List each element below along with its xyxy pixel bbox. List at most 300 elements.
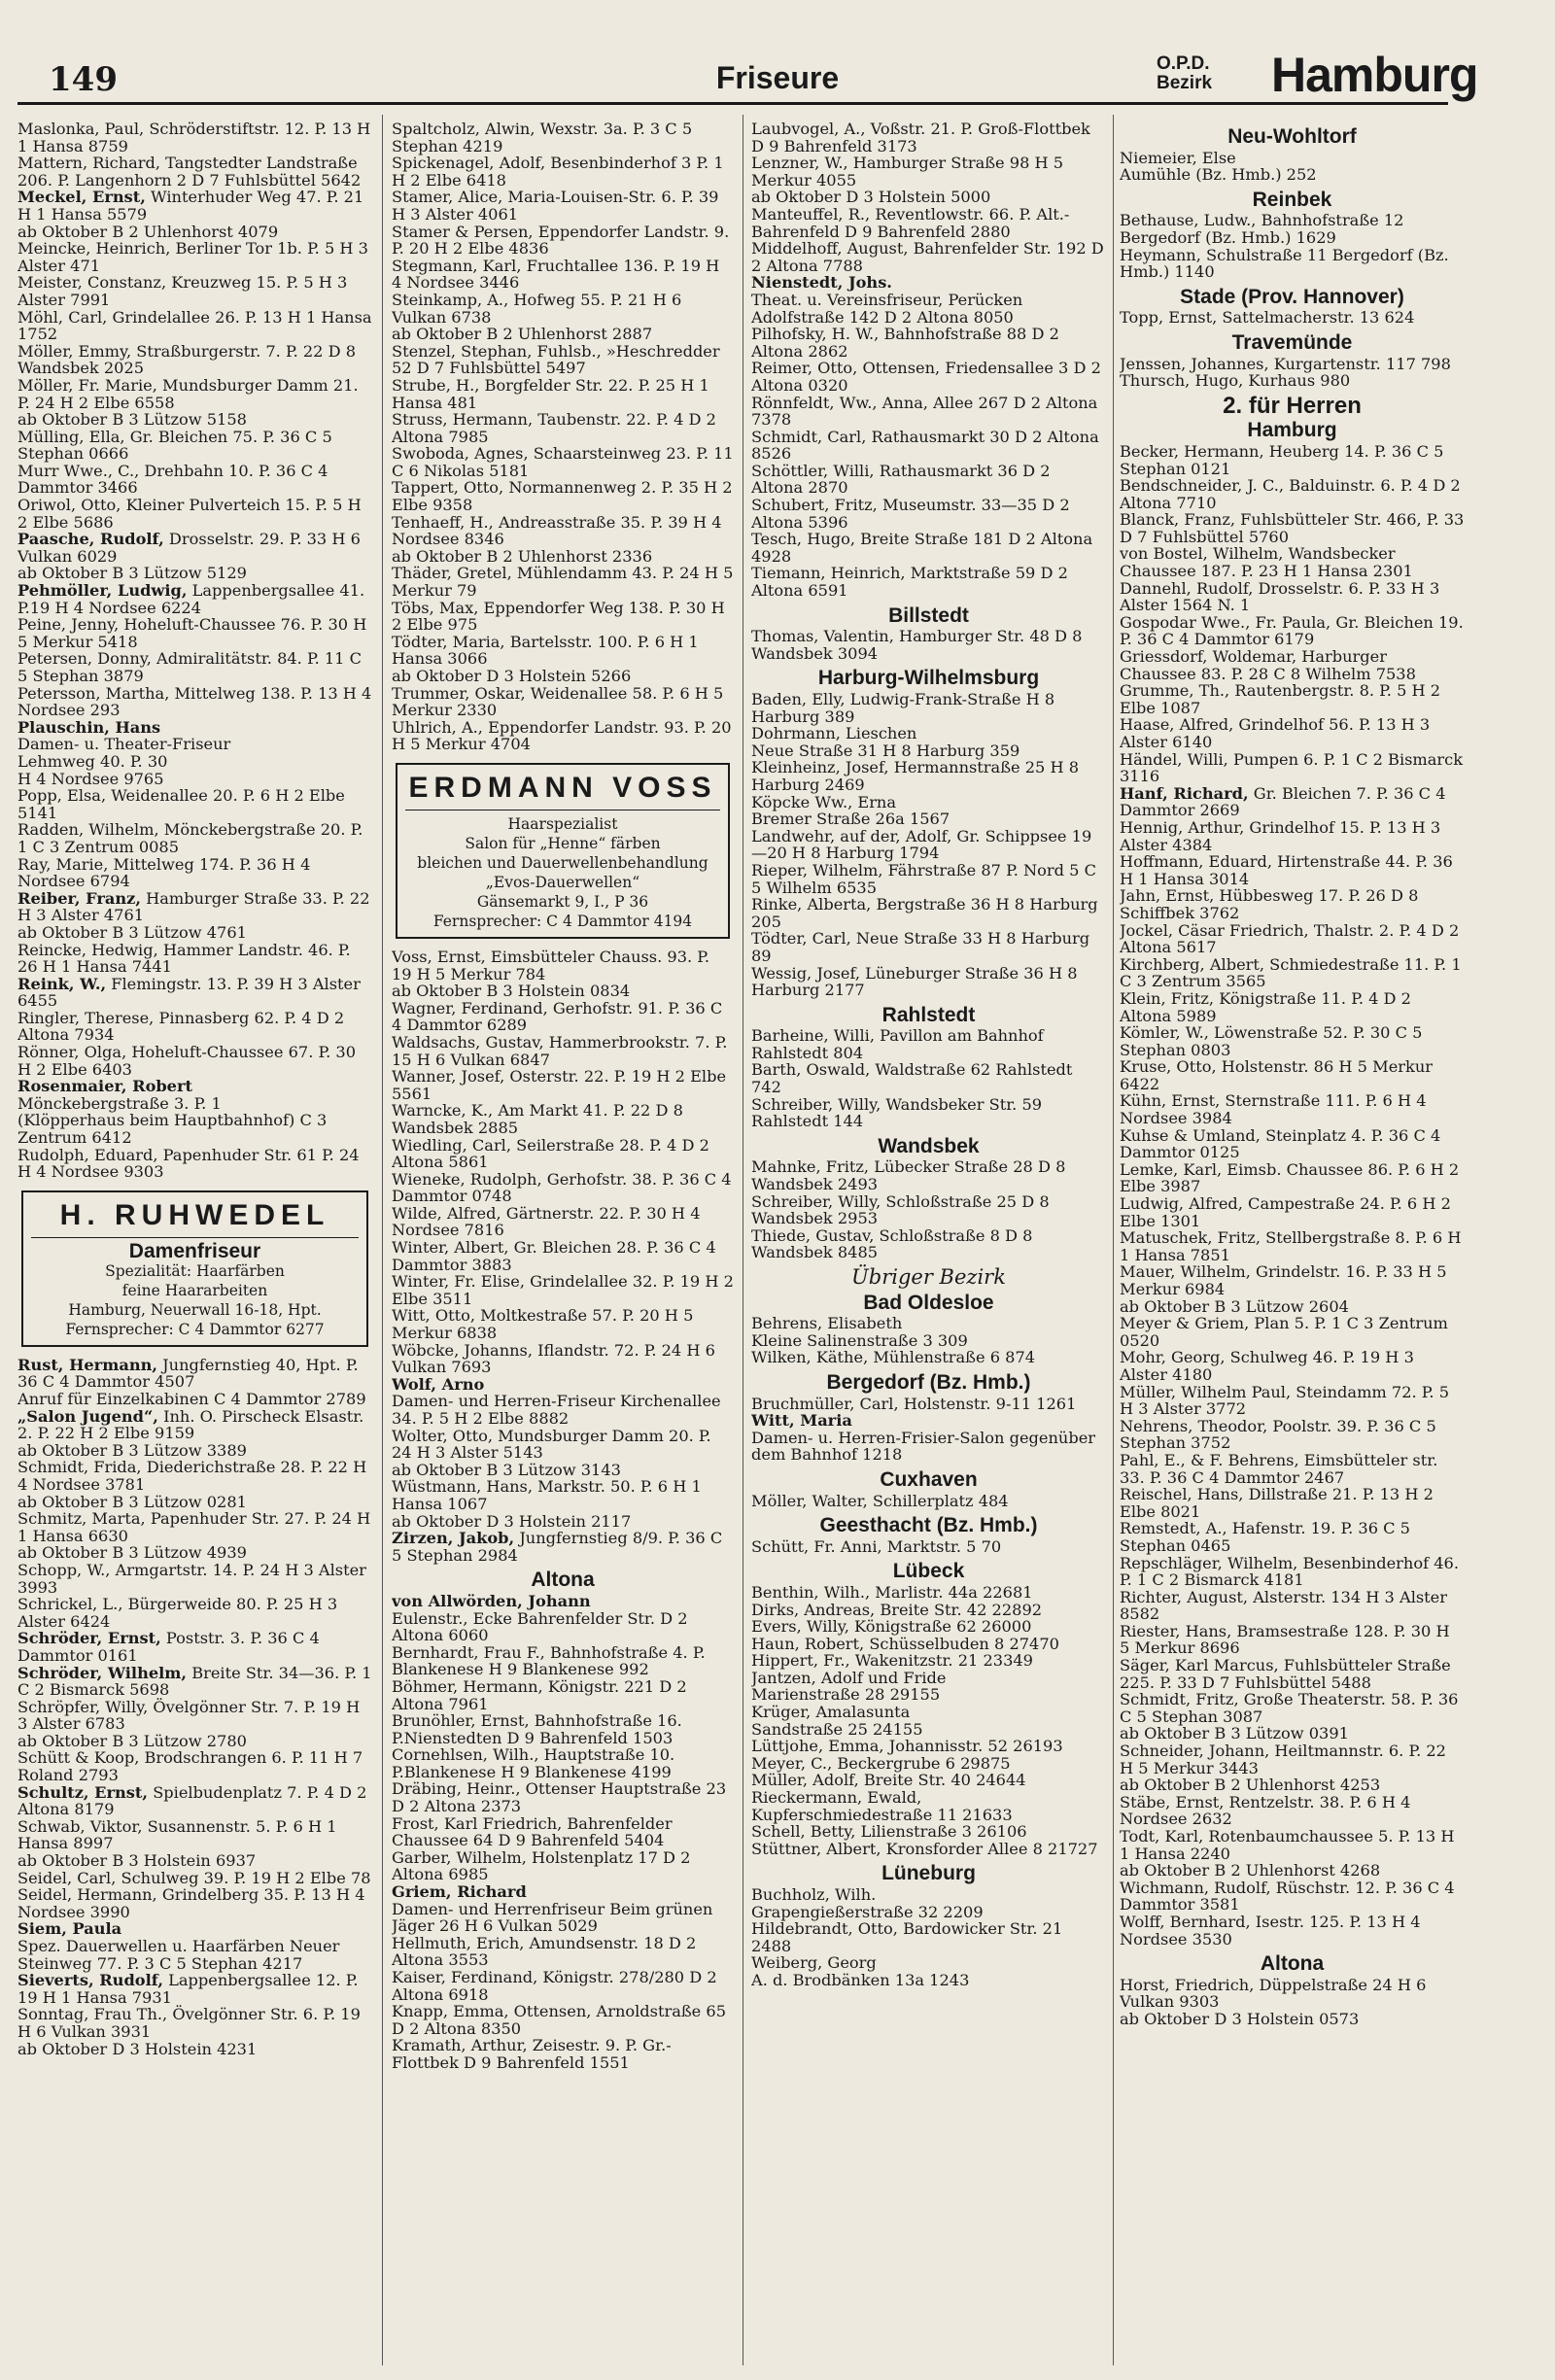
ad-line: Fernsprecher: C 4 Dammtor 4194 — [432, 912, 693, 930]
directory-entry — [1120, 443, 1465, 477]
directory-entry — [751, 1704, 1106, 1721]
directory-entry — [1120, 1862, 1465, 1880]
directory-entry — [1120, 922, 1465, 956]
entry-text: Cornehlsen, Wilh., Hauptstraße 10. P.Blankenese H 9 Blankenese 4199 — [392, 1745, 675, 1781]
directory-entry — [751, 1412, 1106, 1430]
entry-text: Garber, Wilhelm, Holstenplatz 17 D 2 Altona 6985 — [392, 1847, 691, 1884]
entry-text: Kleinheinz, Josef, Hermannstraße 25 H 8 Harburg 2469 — [751, 758, 1080, 794]
entry-text: Stegmann, Karl, Fruchtallee 136. P. 19 H 4 Nordsee 3446 — [392, 256, 720, 293]
directory-entry — [17, 771, 372, 788]
directory-entry — [1120, 1024, 1465, 1058]
directory-entry — [751, 240, 1106, 274]
entry-text: Jahn, Ernst, Hübbesweg 17. P. 26 D 8 Schiffbek 3762 — [1120, 886, 1419, 922]
entry-text: Drosselstr. 29. P. 33 H 6 Vulkan 6029 — [17, 530, 361, 566]
directory-entry — [17, 1510, 372, 1544]
entry-text: Ray, Marie, Mittelweg 174. P. 36 H 4 Nordsee 6794 — [17, 854, 311, 891]
entry-text: Wieneke, Rudolph, Gerhofstr. 38. P. 36 C 4 Dammtor 0748 — [392, 1169, 732, 1206]
directory-entry — [392, 1205, 734, 1239]
directory-entry — [392, 1342, 734, 1376]
entry-name: Reink, W., — [17, 974, 107, 993]
directory-entry — [17, 1494, 372, 1511]
entry-text: Strube, H., Borgfelder Str. 22. P. 25 H 1 Hansa 481 — [392, 375, 709, 412]
entry-name: von Allwörden, Johann — [392, 1591, 591, 1610]
entry-name: Schröder, Wilhelm, — [17, 1663, 188, 1682]
entry-text: Mohr, Georg, Schulweg 46. P. 19 H 3 Alster 4180 — [1120, 1348, 1414, 1384]
directory-entry — [17, 1357, 372, 1391]
directory-entry — [17, 719, 372, 737]
directory-entry — [751, 1193, 1106, 1227]
entry-text: Nehrens, Theodor, Poolstr. 39. P. 36 C 5 Stephan 3752 — [1120, 1416, 1436, 1453]
directory-entry — [1120, 1486, 1465, 1520]
entry-text: Barheine, Willi, Pavillon am Bahnhof Rahlstedt 804 — [751, 1026, 1044, 1062]
entry-text: Haun, Robert, Schüsselbuden 8 27470 — [751, 1634, 1059, 1653]
directory-entry — [751, 759, 1106, 793]
directory-entry — [751, 1738, 1106, 1755]
directory-entry — [17, 856, 372, 890]
directory-entry — [17, 1044, 372, 1078]
entry-text: Heymann, Schulstraße 11 Bergedorf (Bz. Hmb.) 1140 — [1120, 245, 1449, 282]
opd-line: O.P.D. — [1157, 53, 1210, 74]
ad-line: feine Haararbeiten — [121, 1281, 268, 1299]
directory-entry — [17, 685, 372, 719]
entry-text: Poststr. 3. P. 36 C 4 Dammtor 0161 — [17, 1629, 320, 1665]
directory-entry — [1120, 580, 1465, 614]
directory-entry — [1120, 1092, 1465, 1126]
directory-entry — [17, 1818, 372, 1852]
directory-entry — [1120, 1776, 1465, 1794]
entry-text: Laubvogel, A., Voßstr. 21. P. Groß-Flottbek D 9 Bahrenfeld 3173 — [751, 121, 1090, 155]
directory-entry — [1120, 648, 1465, 682]
entry-text: Stüttner, Albert, Kronsforder Allee 8 21727 — [751, 1839, 1098, 1858]
directory-entry — [17, 1699, 372, 1733]
entry-text: Barth, Oswald, Waldstraße 62 Rahlstedt 742 — [751, 1060, 1073, 1097]
entry-text: Winterhuder Weg 47. P. 21 H 1 Hansa 5579 — [17, 188, 364, 224]
directory-entry — [751, 1954, 1106, 1972]
directory-entry — [1120, 1298, 1465, 1316]
ad-line: Salon für „Henne“ färben — [465, 834, 661, 852]
entry-text: Rönnfeldt, Ww., Anna, Allee 267 D 2 Altona 7378 — [751, 393, 1098, 430]
entry-text: Thomas, Valentin, Hamburger Str. 48 D 8 Wandsbek 3094 — [751, 627, 1083, 663]
entry-text: Lappenbergsallee 12. P. 19 H 1 Hansa 7931 — [17, 1971, 359, 2007]
entry-text: Struss, Hermann, Taubenstr. 22. P. 4 D 2 Altona 7985 — [392, 410, 716, 446]
entry-text: ab Oktober B 3 Lützow 4761 — [17, 922, 247, 942]
entry-text: ab Oktober B 3 Lützow 5158 — [17, 410, 247, 430]
directory-entry — [751, 1349, 1106, 1366]
directory-entry — [17, 155, 372, 189]
directory-entry — [1120, 751, 1465, 785]
entry-text: ab Oktober B 3 Lützow 0391 — [1120, 1724, 1349, 1743]
entry-text: Spez. Dauerwellen u. Haarfärben Neuer Steinweg 77. P. 3 C 5 Stephan 4217 — [17, 1937, 340, 1973]
section-heading: Altona — [531, 1569, 595, 1592]
directory-entry — [17, 787, 372, 821]
directory-entry — [751, 429, 1106, 463]
directory-entry — [1120, 1127, 1465, 1161]
entry-text: Benthin, Wilh., Marlistr. 44a 22681 — [751, 1582, 1033, 1602]
entry-text: Uhlrich, A., Eppendorfer Landstr. 93. P. 20 H 5 Merkur 4704 — [392, 717, 732, 754]
entry-text: Peine, Jenny, Hoheluft-Chaussee 76. P. 30 H 5 Merkur 5418 — [17, 615, 367, 651]
entry-text: Knapp, Emma, Ottensen, Arnoldstraße 65 D 2 Altona 8350 — [392, 2002, 727, 2038]
section-heading: Billstedt — [888, 604, 969, 627]
section-heading: Harburg-Wilhelmsburg — [817, 667, 1040, 690]
section-heading: Lübeck — [892, 1560, 965, 1583]
section-heading: Geesthacht (Bz. Hmb.) — [819, 1514, 1038, 1537]
directory-entry — [392, 565, 734, 599]
directory-entry — [751, 1636, 1106, 1653]
page-header — [0, 0, 1555, 112]
directory-entry — [751, 155, 1106, 189]
section-heading: Wandsbek — [878, 1134, 980, 1157]
entry-text: Kruse, Otto, Holstenstr. 86 H 5 Merkur 6422 — [1120, 1057, 1433, 1093]
entry-text: Schwab, Viktor, Susannenstr. 5. P. 6 H 1 Hansa 8997 — [17, 1816, 337, 1853]
entry-text: ab Oktober D 3 Holstein 4231 — [17, 2039, 258, 2058]
running-title: Friseure — [715, 60, 840, 95]
directory-entry — [392, 1428, 734, 1462]
entry-text: ab Oktober B 3 Lützow 5129 — [17, 564, 247, 583]
entry-name: Griem, Richard — [392, 1882, 527, 1902]
entry-text: Witt, Otto, Moltkestraße 57. P. 20 H 5 Merkur 6838 — [392, 1306, 694, 1343]
entry-text: ab Oktober B 3 Lützow 3389 — [17, 1440, 247, 1460]
header-rule — [17, 102, 1448, 105]
directory-entry — [751, 1904, 1106, 1921]
entry-text: Voss, Ernst, Eimsbütteler Chauss. 93. P. 19 H 5 Merkur 784 — [392, 947, 710, 983]
entry-text: Horst, Friedrich, Düppelstraße 24 H 6 Vulkan 9303 — [1120, 1975, 1427, 2012]
entry-text: Schreiber, Willy, Wandsbeker Str. 59 Rahlstedt 144 — [751, 1094, 1043, 1131]
entry-text: ab Oktober D 3 Holstein 0573 — [1120, 2009, 1360, 2028]
entry-text: Rieckermann, Ewald, Kupferschmiedestraße 11 21633 — [751, 1788, 1013, 1824]
entry-text: Buchholz, Wilh. — [751, 1885, 877, 1904]
section-heading: Reinbek — [1252, 188, 1332, 211]
directory-entry — [751, 811, 1106, 828]
entry-text: Steinkamp, A., Hofweg 55. P. 21 H 6 Vulkan 6738 — [392, 290, 682, 327]
entry-text: ab Oktober B 3 Holstein 0834 — [392, 982, 631, 1001]
directory-entry — [1120, 819, 1465, 853]
section-heading: Neu-Wohltorf — [1227, 125, 1357, 148]
directory-entry — [392, 1883, 734, 1901]
entry-text: Wagner, Ferdinand, Gerhofstr. 91. P. 36 C 4 Dammtor 6289 — [392, 998, 723, 1035]
entry-text: Wanner, Josef, Osterstr. 22. P. 19 H 2 Elbe 5561 — [392, 1067, 727, 1103]
entry-name: Rust, Hermann, — [17, 1355, 157, 1374]
entry-text: Oriwol, Otto, Kleiner Pulverteich 15. P. 5 H 2 Elbe 5686 — [17, 496, 362, 532]
entry-text: Schmitz, Marta, Papenhuder Str. 27. P. 24 H 1 Hansa 6630 — [17, 1509, 371, 1545]
entry-text: Mönckebergstraße 3. P. 1 — [17, 1093, 222, 1113]
entry-text: Damen- u. Herren-Frisier-Salon gegenüber dem Bahnhof 1218 — [751, 1428, 1096, 1465]
directory-entry — [751, 1096, 1106, 1130]
section-heading: Stade (Prov. Hannover) — [1180, 285, 1404, 308]
directory-entry — [1120, 1977, 1465, 2011]
directory-entry — [392, 1137, 734, 1171]
directory-entry — [17, 890, 372, 924]
entry-text: Grapengießerstraße 32 2209 — [751, 1902, 984, 1921]
directory-entry — [17, 1972, 372, 2006]
entry-text: Bernhardt, Frau F., Bahnhofstraße 4. P. Blankenese H 9 Blankenese 992 — [392, 1642, 706, 1679]
entry-text: Hamburger Straße 33. P. 22 H 3 Alster 4761 — [17, 888, 370, 925]
entry-text: Rudolph, Eduard, Papenhuder Str. 61 P. 24 H 4 Nordsee 9303 — [17, 1145, 360, 1182]
directory-entry — [1120, 2011, 1465, 2028]
entry-text: Bruchmüller, Carl, Holstenstr. 9-11 1261 — [751, 1394, 1077, 1413]
entry-name: Zirzen, Jakob, — [392, 1529, 515, 1548]
entry-text: Meyer & Griem, Plan 5. P. 1 C 3 Zentrum 0520 — [1120, 1314, 1448, 1350]
directory-entry — [17, 976, 372, 1010]
ad-line: Gänsemarkt 9, I., P 36 — [476, 892, 649, 911]
section-heading: 2. für Herren — [1223, 392, 1362, 419]
entry-text: ab Oktober B 2 Uhlenhorst 4079 — [17, 222, 279, 241]
directory-entry — [1120, 887, 1465, 921]
directory-entry — [392, 685, 734, 719]
directory-entry — [751, 1972, 1106, 1989]
entry-text: Repschläger, Wilhelm, Besenbinderhof 46. P. 1 C 2 Bismarck 4181 — [1120, 1553, 1459, 1590]
directory-entry — [392, 1273, 734, 1307]
directory-entry — [17, 753, 372, 771]
entry-text: Schneider, Johann, Heiltmannstr. 6. P. 22 H 5 Merkur 3443 — [1120, 1742, 1446, 1777]
entry-text: Spielbudenplatz 7. P. 4 D 2 Altona 8179 — [17, 1782, 367, 1819]
directory-entry — [392, 548, 734, 566]
entry-text: Kirchberg, Albert, Schmiedestraße 11. P. 1 C 3 Zentrum 3565 — [1120, 954, 1462, 991]
directory-entry — [17, 1852, 372, 1870]
entry-text: Jungfernstieg 8/9. P. 36 C 5 Stephan 2984 — [392, 1529, 723, 1565]
column-divider — [382, 115, 383, 2365]
directory-entry — [17, 1442, 372, 1460]
directory-entry — [1120, 956, 1465, 990]
directory-entry — [392, 983, 734, 1000]
directory-entry — [751, 1686, 1106, 1704]
directory-entry — [751, 463, 1106, 497]
entry-text: Rieper, Wilhelm, Fährstraße 87 P. Nord 5 C 5 Wilhelm 6535 — [751, 860, 1096, 897]
entry-text: Kuhse & Umland, Steinplatz 4. P. 36 C 4 Dammtor 0125 — [1120, 1125, 1441, 1162]
ad-line: Spezialität: Haarfärben — [105, 1261, 285, 1280]
directory-entry — [751, 1755, 1106, 1773]
entry-text: Pahl, E., & F. Behrens, Eimsbütteler str. 33. P. 36 C 4 Dammtor 2467 — [1120, 1450, 1438, 1487]
directory-entry — [17, 1749, 372, 1783]
directory-entry — [392, 155, 734, 189]
entry-text: Thäder, Gretel, Mühlendamm 43. P. 24 H 5 Merkur 79 — [392, 564, 734, 601]
directory-entry — [1120, 1263, 1465, 1297]
entry-text: ab Oktober D 3 Holstein 5266 — [392, 667, 632, 685]
entry-text: Hippert, Fr., Wakenitzstr. 21 23349 — [751, 1651, 1033, 1671]
directory-entry — [17, 1886, 372, 1920]
directory-entry — [392, 189, 734, 223]
section-heading: Lüneburg — [881, 1862, 976, 1885]
entry-text: Topp, Ernst, Sattelmacherstr. 13 624 — [1120, 308, 1415, 328]
entry-text: Haase, Alfred, Grindelhof 56. P. 13 H 3 Alster 6140 — [1120, 715, 1431, 751]
entry-text: Wilde, Alfred, Gärtnerstr. 22. P. 30 H 4 Nordsee 7816 — [392, 1203, 701, 1240]
entry-text: Winter, Fr. Elise, Grindelallee 32. P. 19 H 2 Elbe 3511 — [392, 1272, 734, 1308]
entry-text: Petersson, Martha, Mittelweg 138. P. 13 H 4 Nordsee 293 — [17, 683, 372, 720]
directory-entry — [1120, 309, 1465, 327]
directory-entry — [392, 949, 734, 983]
directory-entry — [392, 719, 734, 753]
entry-text: Reimer, Otto, Ottensen, Friedensallee 3 D 2 Altona 0320 — [751, 359, 1101, 395]
entry-text: Tappert, Otto, Normannenweg 2. P. 35 H 2 Elbe 9358 — [392, 478, 733, 515]
entry-text: Murr Wwe., C., Drehbahn 10. P. 36 C 4 Dammtor 3466 — [17, 461, 328, 498]
directory-entry — [17, 224, 372, 241]
entry-text: Meyer, C., Beckergrube 6 29875 — [751, 1753, 1011, 1773]
directory-entry — [17, 1095, 372, 1113]
entry-text: Sonntag, Frau Th., Övelgönner Str. 6. P. 19 H 6 Vulkan 3931 — [17, 2005, 361, 2041]
directory-entry — [751, 395, 1106, 429]
entry-text: Blanck, Franz, Fuhlsbütteler Str. 466, P. 33 D 7 Fuhlsbüttel 5760 — [1120, 510, 1465, 546]
directory-entry — [1120, 356, 1465, 373]
entry-text: Wiedling, Carl, Seilerstraße 28. P. 4 D 2 Altona 5861 — [392, 1135, 709, 1172]
directory-entry — [17, 1630, 372, 1664]
directory-entry — [751, 691, 1106, 725]
directory-entry — [1120, 1418, 1465, 1452]
directory-entry — [17, 650, 372, 684]
entry-text: Schütt & Koop, Brodschrangen 6. P. 11 H 7 Roland 2793 — [17, 1748, 363, 1785]
directory-entry — [392, 1171, 734, 1205]
directory-entry — [1120, 1691, 1465, 1725]
section-heading: Travemünde — [1231, 330, 1353, 354]
section-heading: Hamburg — [1247, 419, 1337, 442]
column-4 — [1120, 121, 1465, 2365]
directory-entry — [17, 616, 372, 650]
entry-text: Damen- und Herren-Friseur Kirchenallee 34. P. 5 H 2 Elbe 8882 — [392, 1392, 721, 1428]
entry-text: Hellmuth, Erich, Amundsenstr. 18 D 2 Altona 3553 — [392, 1933, 697, 1970]
directory-entry — [751, 794, 1106, 811]
entry-text: Händel, Willi, Pumpen 6. P. 1 C 2 Bismarck 3116 — [1120, 749, 1464, 786]
directory-entry — [751, 189, 1106, 206]
entry-text: Aumühle (Bz. Hmb.) 252 — [1120, 165, 1317, 185]
ad-divider — [405, 810, 720, 811]
entry-text: Breite Str. 34—36. P. 1 C 2 Bismarck 5698 — [17, 1663, 372, 1700]
entry-text: Stäbe, Ernst, Rentzelstr. 38. P. 6 H 4 Nordsee 2632 — [1120, 1792, 1411, 1829]
entry-text: Schubert, Fritz, Museumstr. 33—35 D 2 Altona 5396 — [751, 496, 1070, 532]
entry-text: Lehmweg 40. P. 30 — [17, 751, 168, 771]
entry-text: Radden, Wilhelm, Mönckebergstraße 20. P. 1 C 3 Zentrum 0085 — [17, 820, 363, 856]
entry-text: ab Oktober B 2 Uhlenhorst 2336 — [392, 546, 653, 566]
page-number: 149 — [49, 60, 118, 99]
entry-text: Böhmer, Hermann, Königstr. 221 D 2 Altona 7961 — [392, 1676, 687, 1713]
entry-text: Damen- u. Theater-Friseur — [17, 735, 231, 754]
directory-entry — [1120, 785, 1465, 819]
entry-text: Warncke, K., Am Markt 41. P. 22 D 8 Wandsbek 2885 — [392, 1101, 683, 1137]
directory-entry — [751, 628, 1106, 662]
directory-entry — [751, 206, 1106, 240]
entry-text: Schmidt, Frida, Diederichstraße 28. P. 22 H 4 Nordsee 3781 — [17, 1458, 367, 1494]
entry-text: Reischel, Hans, Dillstraße 21. P. 13 H 2 Elbe 8021 — [1120, 1485, 1434, 1521]
directory-entry — [1120, 1880, 1465, 1914]
entry-text: Lemke, Karl, Eimsb. Chaussee 86. P. 6 H 2 Elbe 3987 — [1120, 1159, 1460, 1196]
directory-entry — [17, 121, 372, 155]
entry-text: Weiberg, Georg — [751, 1953, 877, 1973]
entry-name: Pehmöller, Ludwig, — [17, 581, 188, 601]
entry-text: Theat. u. Vereinsfriseur, Perücken Adolfstraße 142 D 2 Altona 8050 — [751, 290, 1023, 327]
entry-text: ab Oktober B 2 Uhlenhorst 4268 — [1120, 1861, 1381, 1880]
entry-text: Stamer & Persen, Eppendorfer Landstr. 9. P. 20 H 2 Elbe 4836 — [392, 222, 730, 259]
directory-entry — [751, 1652, 1106, 1670]
entry-text: Bendschneider, J. C., Balduinstr. 6. P. 4 D 2 Altona 7710 — [1120, 476, 1461, 512]
advertisement — [396, 763, 730, 939]
directory-entry — [1120, 166, 1465, 184]
ad-line: „Evos-Dauerwellen“ — [485, 873, 640, 891]
entry-text: ab Oktober D 3 Holstein 2117 — [392, 1511, 632, 1531]
entry-text: Dirks, Andreas, Breite Str. 42 22892 — [751, 1600, 1043, 1619]
directory-entry — [1120, 1657, 1465, 1691]
directory-entry — [17, 1078, 372, 1095]
directory-entry — [751, 1332, 1106, 1350]
directory-entry — [17, 1010, 372, 1044]
ad-line: Damenfriseur — [128, 1239, 261, 1262]
directory-entry — [1120, 372, 1465, 390]
entry-text: Kleine Salinenstraße 3 309 — [751, 1330, 968, 1350]
entry-text: Mattern, Richard, Tangstedter Landstraße 206. P. Langenhorn 2 D 7 Fuhlsbüttel 5642 — [17, 154, 362, 190]
column-1 — [17, 121, 372, 2365]
entry-text: Sandstraße 25 24155 — [751, 1719, 923, 1739]
entry-text: Wichmann, Rudolf, Rüschstr. 12. P. 36 C 4 Dammtor 3581 — [1120, 1878, 1455, 1914]
ad-line: Haarspezialist — [507, 814, 618, 833]
entry-text: H 4 Nordsee 9765 — [17, 769, 164, 788]
directory-entry — [751, 828, 1106, 862]
entry-text: Mülling, Ella, Gr. Bleichen 75. P. 36 C 5 Stephan 0666 — [17, 427, 332, 464]
directory-entry — [751, 1158, 1106, 1192]
entry-text: (Klöpperhaus beim Hauptbahnhof) C 3 Zentrum 6412 — [17, 1111, 328, 1148]
entry-text: Töbs, Max, Eppendorfer Weg 138. P. 30 H 2 Elbe 975 — [392, 598, 725, 635]
entry-text: Müller, Wilhelm Paul, Steindamm 72. P. 5 H 3 Alster 3772 — [1120, 1382, 1450, 1419]
entry-text: Seidel, Hermann, Grindelberg 35. P. 13 H 4 Nordsee 3990 — [17, 1885, 365, 1921]
directory-entry — [392, 1478, 734, 1512]
directory-entry — [751, 565, 1106, 599]
directory-entry — [17, 1459, 372, 1493]
directory-entry — [17, 240, 372, 274]
entry-text: Tiemann, Heinrich, Marktstraße 59 D 2 Altona 6591 — [751, 564, 1068, 601]
entry-text: Lüttjohe, Emma, Johannisstr. 52 26193 — [751, 1737, 1063, 1756]
entry-text: Anruf für Einzelkabinen C 4 Dammtor 2789 — [17, 1390, 366, 1408]
directory-entry — [17, 2041, 372, 2058]
entry-text: Bremer Straße 26a 1567 — [751, 810, 950, 829]
entry-text: Tödter, Maria, Bartelsstr. 100. P. 6 H 1 Hansa 3066 — [392, 632, 699, 669]
entry-name: Paasche, Rudolf, — [17, 530, 164, 549]
directory-entry — [17, 1408, 372, 1442]
directory-entry — [392, 224, 734, 258]
directory-entry — [751, 1315, 1106, 1332]
entry-text: ab Oktober B 2 Uhlenhorst 4253 — [1120, 1776, 1381, 1795]
entry-text: Lenzner, W., Hamburger Straße 98 H 5 Merkur 4055 — [751, 154, 1064, 190]
directory-entry — [392, 343, 734, 377]
entry-text: von Bostel, Wilhelm, Wandsbecker Chaussee 187. P. 23 H 1 Hansa 2301 — [1120, 544, 1413, 581]
entry-text: Köpcke Ww., Erna — [751, 792, 897, 811]
entry-text: Schmidt, Carl, Rathausmarkt 30 D 2 Altona 8526 — [751, 427, 1099, 464]
section-heading: Übriger Bezirk — [851, 1265, 1006, 1289]
entry-text: Tesch, Hugo, Breite Straße 181 D 2 Altona 4928 — [751, 530, 1093, 566]
directory-entry — [392, 1513, 734, 1531]
directory-entry — [751, 1618, 1106, 1636]
entry-text: Waldsachs, Gustav, Hammerbrookstr. 7. P. 15 H 6 Vulkan 6847 — [392, 1032, 728, 1069]
directory-entry — [751, 497, 1106, 531]
entry-text: ab Oktober D 3 Holstein 5000 — [751, 188, 991, 207]
entry-text: Seidel, Carl, Schulweg 39. P. 19 H 2 Elbe 78 — [17, 1868, 371, 1887]
entry-name: Meckel, Ernst, — [17, 188, 146, 207]
entry-text: Wüstmann, Hans, Markstr. 50. P. 6 H 1 Hansa 1067 — [392, 1477, 702, 1513]
directory-entry — [17, 343, 372, 377]
section-heading: Bad Oldesloe — [863, 1291, 994, 1314]
directory-entry — [392, 445, 734, 479]
entry-text: Bethause, Ludw., Bahnhofstraße 12 Bergedorf (Bz. Hmb.) 1629 — [1120, 211, 1404, 247]
section-heading: Rahlstedt — [881, 1003, 976, 1026]
directory-entry — [751, 930, 1106, 964]
city-heading: Hamburg — [1271, 48, 1478, 102]
entry-text: Stamer, Alice, Maria-Louisen-Str. 6. P. 39 H 3 Alster 4061 — [392, 188, 719, 224]
entry-text: Baden, Elly, Ludwig-Frank-Straße H 8 Harburg 389 — [751, 690, 1055, 726]
directory-entry — [751, 862, 1106, 896]
directory-entry — [1120, 477, 1465, 511]
directory-entry — [17, 1544, 372, 1562]
entry-name: Schröder, Ernst, — [17, 1629, 161, 1648]
entry-text: Kramath, Arthur, Zeisestr. 9. P. Gr.-Flottbek D 9 Bahrenfeld 1551 — [392, 2036, 672, 2072]
directory-entry — [751, 274, 1106, 292]
directory-entry — [1120, 212, 1465, 246]
entry-text: Jockel, Cäsar Friedrich, Thalstr. 2. P. 4 D 2 Altona 5617 — [1120, 920, 1460, 957]
entry-text: Pilhofsky, H. W., Bahnhofstraße 88 D 2 Altona 2862 — [751, 325, 1059, 361]
directory-entry — [17, 1562, 372, 1596]
